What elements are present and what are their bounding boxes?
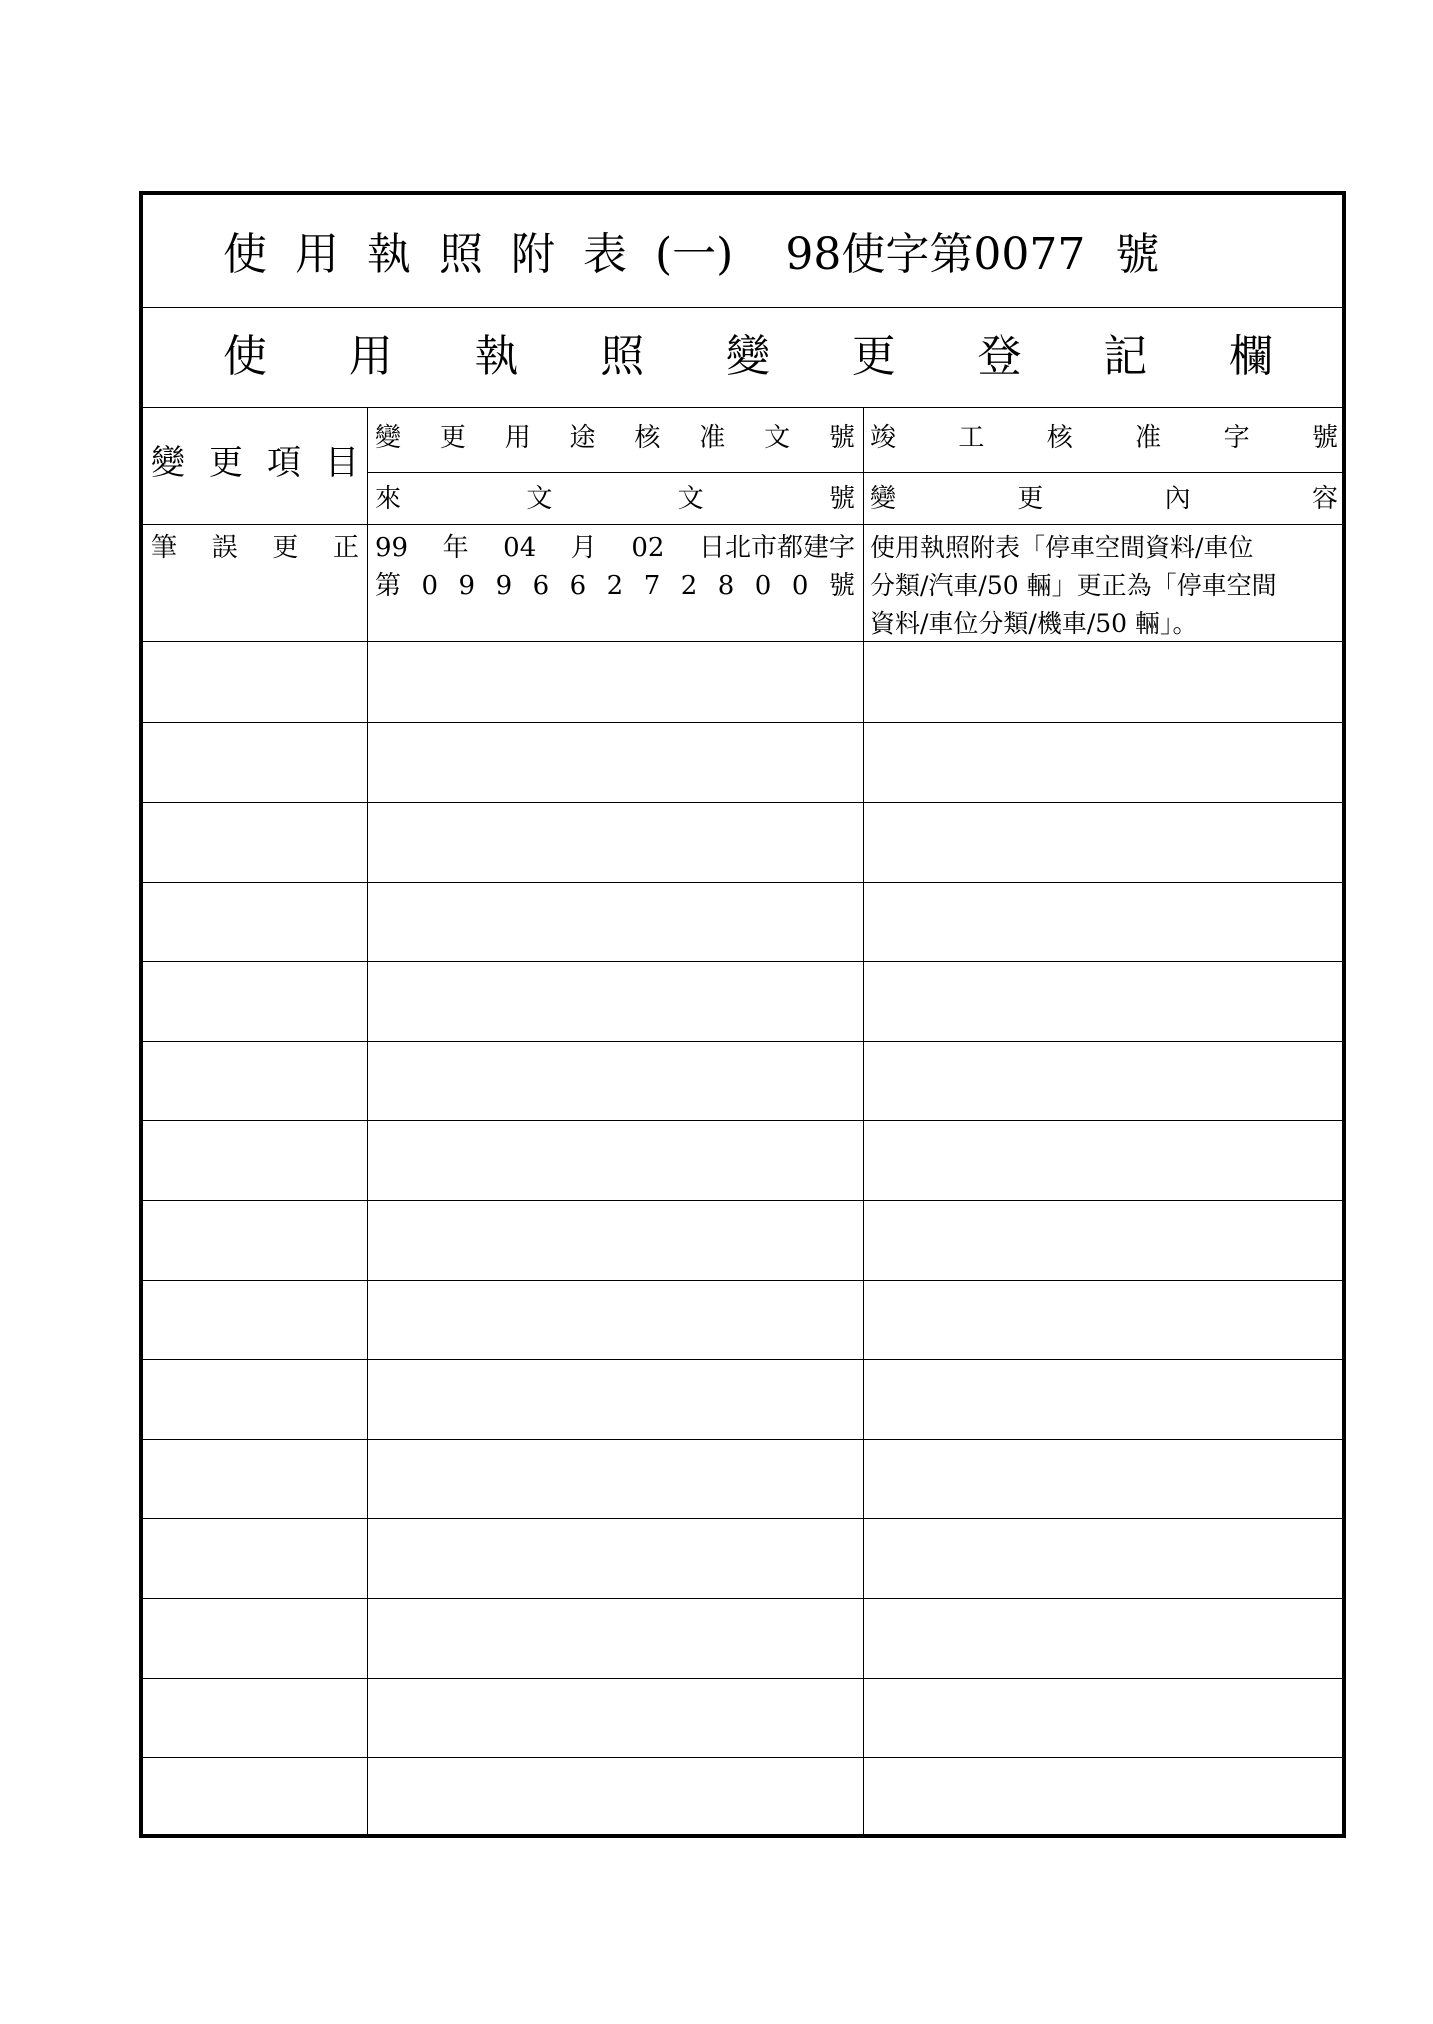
content-line: 使用執照附表「停車空間資料/車位 <box>870 533 1254 562</box>
row-divider <box>143 722 1342 723</box>
subtitle-char: 執 <box>474 331 519 382</box>
subtitle-char: 變 <box>726 331 770 382</box>
content-line: 分類/汽車/50 輛」更正為「停車空間 <box>870 571 1277 600</box>
row-divider <box>143 1757 1342 1758</box>
row-divider <box>143 1200 1342 1201</box>
subtitle-char: 欄 <box>1229 331 1273 382</box>
divider <box>367 472 1342 473</box>
row-divider <box>143 1359 1342 1360</box>
form-title <box>223 225 1183 285</box>
subtitle-char: 記 <box>1103 331 1148 382</box>
row-divider <box>143 1598 1342 1599</box>
subtitle-char: 用 <box>348 331 393 382</box>
license-number: 98使字第0077 <box>785 229 1086 280</box>
title-char: 附 <box>511 229 555 280</box>
header-change-content: 變 更 內 容 <box>870 484 1338 514</box>
title-char: 表 <box>583 229 627 280</box>
entry-item: 筆 誤 更 正 <box>151 533 359 563</box>
subtitle-char: 使 <box>223 331 267 382</box>
row-divider <box>143 1518 1342 1519</box>
subtitle-char: 更 <box>851 331 896 382</box>
row-divider <box>143 1280 1342 1281</box>
entry-content <box>870 529 1342 643</box>
form-frame <box>139 191 1346 1838</box>
entry-doc-line-2: 第 0 9 9 6 6 2 7 2 8 0 0 號 <box>375 571 855 601</box>
subtitle-char: 照 <box>600 331 645 382</box>
divider <box>143 407 1342 408</box>
subtitle-char: 登 <box>977 331 1022 382</box>
form-subtitle <box>223 317 1273 397</box>
title-char: 執 <box>367 229 411 280</box>
row-divider <box>143 1041 1342 1042</box>
row-divider <box>143 882 1342 883</box>
content-line: 資料/車位分類/機車/50 輛」。 <box>870 609 1198 638</box>
entry-doc-line-1: 99 年 04 月 02 日北市都建字 <box>375 533 855 563</box>
header-approval-doc-no: 變 更 用 途 核 准 文 號 <box>375 423 855 453</box>
row-divider <box>143 641 1342 642</box>
header-change-item: 變 更 項 目 <box>151 443 359 483</box>
divider <box>143 524 1342 525</box>
title-suffix: 號 <box>1115 229 1160 280</box>
title-chars <box>223 225 733 285</box>
title-char: (一) <box>655 229 734 280</box>
row-divider <box>143 802 1342 803</box>
title-char: 照 <box>439 229 483 280</box>
row-divider <box>143 1439 1342 1440</box>
row-divider <box>143 961 1342 962</box>
header-incoming-doc-no: 來 文 文 號 <box>375 484 855 514</box>
row-divider <box>143 1120 1342 1121</box>
header-completion-no: 竣 工 核 准 字 號 <box>870 423 1338 453</box>
divider <box>143 307 1342 308</box>
title-char: 使 <box>223 229 267 280</box>
title-char: 用 <box>295 229 339 280</box>
row-divider <box>143 1678 1342 1679</box>
